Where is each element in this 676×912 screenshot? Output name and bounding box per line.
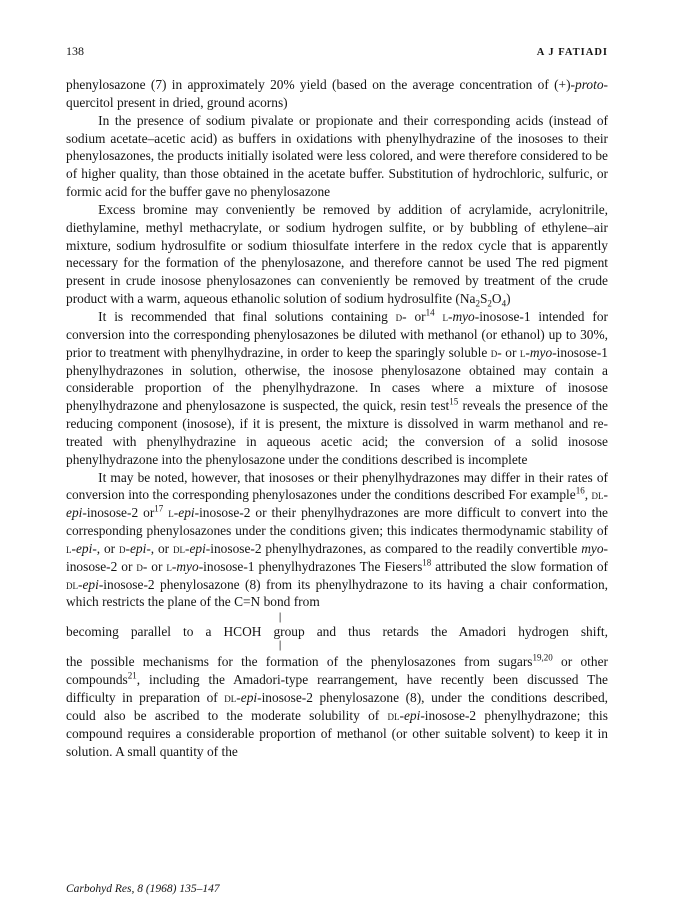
paragraph-5: It may be noted, however, that inososes or their phenylhydrazones may differ in their rates of conversion into the corresponding phenylosazones under the conditions described For example$^{16}$, dl-epi-inosose-2 $or^{17}$ l-epi-inosose-2 or their phenylhydrazones are more difficult to convert into the corresponding phenylosazones under the conditions given; this indicates thermodynamic stability of l-epi-, or d-epi-, or dl-epi-inosose-2 phenylhydrazones, as compared to the readily convertible myo-inosose-2 or d- or l-myo-inosose-1 phenylhydrazones The Fiesers$^{18}$ attributed the slow formation of dl-epi-inosose-2 phenylosazone (8) from its phenylhydrazone to its having a chair conformation, which restricts the plane of the C=N bond from [66,469,608,610]
paragraph-2: In the presence of sodium pivalate or propionate and their corresponding acids (instead of sodium acetate–acetic acid) as buffers in oxidations with phenylhydrazine of the inososes to their phenylosazones, the products initially isolated were less colored, and were therefore considered to be of higher quality, than those obtained in the acetate buffer. Substitution of hydrochloric, sulfuric, or formic acid for the buffer gave no phenylosazone [66,112,608,200]
paragraph-1: phenylosazone (7) in approximately 20% yield (based on the average concentration of (+)-proto-quercitol present in dried, ground acorns) [66,77,608,110]
bond-up-mark: | [279,612,282,624]
paragraph-5-continued: the possible mechanisms for the formation of the phenylosazones from sugars$^{19,20}$ or other compounds$^{21}$, including the Amadori-type rearrangement, have recently been discussed The difficulty in preparation of dl-epi-inosose-2 phenylosazone (8), under the conditions described, could also be ascribed to the moderate solubility of dl-epi-inosose-2 phenylhydrazone; this compound requires a considerable proportion of methanol (or other suitable solvent) to keep it in solution. A small quantity of the [66,652,608,759]
formula-text: becoming parallel to a HCOH group and thus retards the Amadori hydrogen shift, [66,624,608,640]
running-author: A J FATIADI [536,47,608,58]
paragraph-4: It is recommended that final solutions containing d- $or^{14}$ l-myo-inosose-1 intended for conversion into the corresponding phenylosazones be diluted with methanol (or ethanol) up to 30%, prior to treatment with phenylhydrazine, in order to keep the sparingly soluble d- or l-myo-inosose-1 phenylhydrazones in solution, otherwise, the inosose phenylosazone obtained may contain a considerable proportion of the phenylhydrazone. In cases where a mixture of inosose phenylhydrazone and phenylosazone is suspected, the quick, resin test$^{15}$ reveals the presence of the reducing component (inosose), if it is present, the mixture is dissolved in warm methanol and re-treated with phenylhydrazine in aqueous acetic acid; the conversion of a solid inosose phenylhydrazone into the phenylosazone under the conditions described is incomplete [66,307,608,467]
citation-footer: Carbohyd Res, 8 (1968) 135–147 [66,883,220,895]
body-text [66,76,608,760]
page-number: 138 [66,44,84,58]
running-header [66,44,608,59]
hcoh-formula-line [66,612,608,652]
bond-down-mark: | [279,640,282,652]
paragraph-3: Excess bromine may conveniently be removed by addition of acrylamide, acrylonitrile, diethylamine, methyl methacrylate, or sodium hydrogen sulfite, or by bubbling of ethylene–air mixture, sodium hydrosulfite or sodium thiosulfate interfere in the redox cycle that is apparently necessary for the formation of the phenylosazone, and therefore cannot be used The red pigment present in crude inosose phenylosazones can conveniently be removed by treatment of the crude product with a warm, aqueous ethanolic solution of sodium hydrosulfite $(Na_2S_2O_4)$ [66,201,608,309]
